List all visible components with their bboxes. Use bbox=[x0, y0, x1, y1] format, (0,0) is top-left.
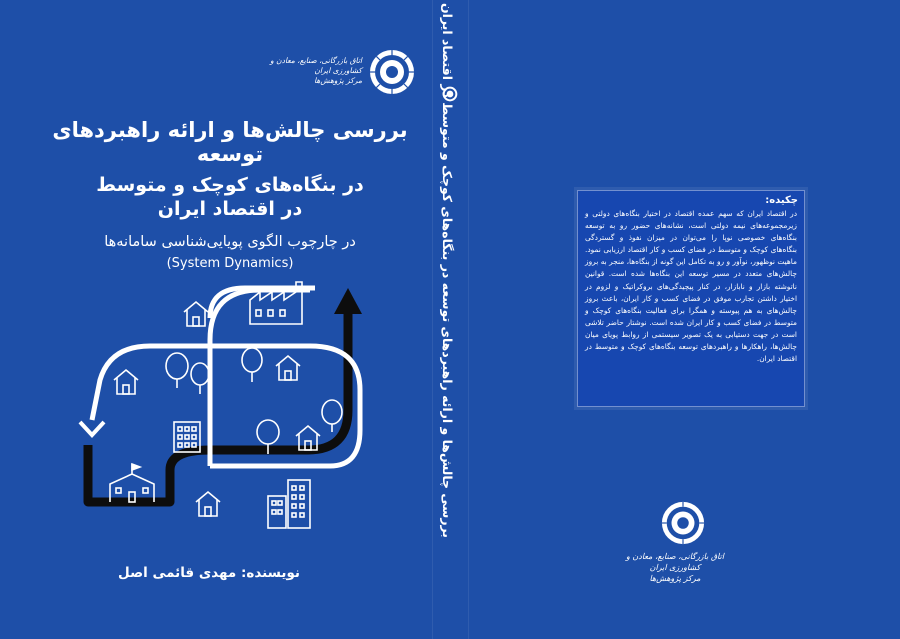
publisher-line1: اتاق بازرگانی، صنایع، معادن و کشاورزی ایران bbox=[270, 56, 362, 76]
tree-icon bbox=[166, 353, 188, 388]
arrow-down-icon bbox=[80, 422, 104, 435]
book-title-line1: بررسی چالش‌ها و ارائه راهبردهای توسعه bbox=[52, 118, 408, 166]
tree-icon bbox=[191, 363, 209, 394]
publisher-name bbox=[262, 56, 362, 86]
spine-title: بررسی چالش‌ها و ارائه راهبردهای توسعه در بنگاه‌های کوچک و متوسط در اقتصاد ایران bbox=[440, 2, 455, 538]
house-icon bbox=[276, 356, 300, 380]
abstract-title: چکیده: bbox=[765, 195, 798, 206]
book-title-line3: در اقتصاد ایران bbox=[157, 198, 303, 220]
book-subtitle-english: (System Dynamics) bbox=[166, 256, 294, 271]
abstract-box bbox=[577, 190, 805, 407]
house-icon bbox=[114, 370, 138, 394]
author-name: نویسنده: مهدی قائمی اصل bbox=[118, 565, 300, 581]
back-publisher-line1: اتاق بازرگانی، صنایع، معادن و کشاورزی ایران bbox=[626, 552, 724, 572]
logo-emblem-icon bbox=[660, 500, 706, 546]
publisher-line2: مرکز پژوهش‌ها bbox=[314, 76, 362, 86]
back-publisher-line2: مرکز پژوهش‌ها bbox=[649, 573, 701, 583]
spine-edge-right bbox=[468, 0, 469, 639]
white-loop-outline bbox=[92, 288, 360, 466]
tree-icon bbox=[242, 348, 262, 382]
cover-illustration bbox=[60, 270, 400, 540]
office-building-icon bbox=[268, 480, 310, 528]
book-subtitle: در چارچوب الگوی پویایی‌شناسی سامانه‌ها bbox=[104, 234, 356, 250]
spine-edge-left bbox=[432, 0, 433, 639]
house-icon bbox=[184, 302, 208, 326]
arrow-up-icon bbox=[334, 288, 362, 314]
title-block bbox=[40, 118, 420, 271]
school-icon bbox=[110, 464, 154, 502]
house-icon bbox=[196, 492, 220, 516]
tree-icon bbox=[322, 400, 342, 432]
black-loop-arrow bbox=[88, 310, 348, 502]
logo-emblem-icon bbox=[368, 48, 416, 96]
spine-text bbox=[440, 2, 455, 538]
office-building-icon bbox=[174, 422, 200, 452]
book-title-line2: در بنگاه‌های کوچک و متوسط bbox=[96, 174, 364, 196]
back-publisher-name bbox=[620, 552, 730, 584]
abstract-text: در اقتصاد ایران که سهم عمده اقتصاد در اختیار بنگاه‌های دولتی و زیرمجموعه‌های نیمه دولتی است، نشانه‌های حضور رو به توسعه بنگاه‌های خصوصی نوپا را می‌توان در میزان نفوذ و گستردگی بنگاه‌های کوچک و متوسط در فضای کسب و کار اقتصاد ارزیابی نمود. ماهیت نوظهور، نوآور و رو به تکامل این گونه از بنگاه‌ها، منجر به بروز چالش‌های متعدد در مسیر توسعه این بنگاه‌ها شده است. قوانین ناتوشته بازار و نابازار، در کنار پیچیدگی‌های بروکراتیک و لزوم در اختیار داشتن تجارب موفق در فضای کسب و کار ایران، باعث بروز چالش‌های به هم پیوسته و همگرا برای فعالیت بنگاه‌های کوچک و متوسط در فضای کسب و کار ایران شده است. نوشتار حاضر تلاشی است در جهت دستیابی به یک تصویر سیستمی از روابط پویای میان چالش‌ها، راهکارها و راهبردهای توسعه بنگاه‌های کوچک و متوسط در اقتصاد ایران. bbox=[585, 209, 797, 364]
